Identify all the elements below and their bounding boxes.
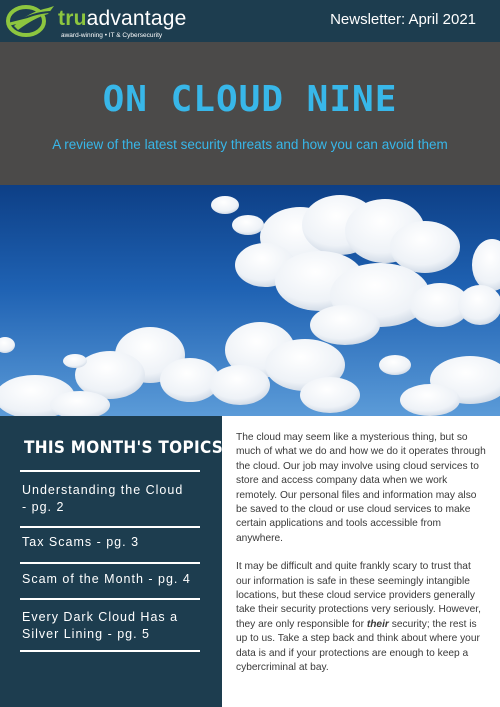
truadvantage-logo [4,4,187,39]
topics-heading: THIS MONTH'S TOPICS: [24,438,230,458]
logo-wordmark-suffix: advantage [86,7,187,30]
logo-swoosh-icon [4,4,56,38]
topic-item-understanding-cloud[interactable] [22,482,202,516]
article-paragraph-1: The cloud may seem like a mysterious thing, but so much of what we do and how we do it operates through the cloud. Our job may involve using cloud services to store and access company data when we work remotely. Our personal files and information may also be saved to the cloud or use cloud services to make certain applications and tools accessible from anywhere. [236,432,486,544]
logo-wordmark [58,7,186,31]
topic-item-scam-of-month[interactable] [22,571,202,588]
article-body [236,431,486,676]
cloud-sky-photo [0,185,500,416]
topic-divider [20,526,200,528]
topic-divider [20,650,200,652]
newsletter-subtitle: A review of the latest security threats and how you can avoid them [52,137,448,152]
article-paragraph-2-start: It may be difficult and quite frankly scary to trust that our information is safe in these seemingly intangible locations, but these cloud service providers generally take their security protections very seriously. However, they are only responsible for [236,561,481,630]
article-paragraph-2-end: security; the rest is up to us. Take a step back and think about where your data is and if your protections are enough to keep a cybercriminal at bay. [236,618,480,674]
topic-item-line: Understanding the Cloud [22,483,184,497]
topic-item-line: Tax Scams - pg. 3 [22,535,140,549]
article-emphasis: their [366,618,389,630]
topic-item-line: Silver Lining - pg. 5 [22,627,151,641]
topic-item-line: Every Dark Cloud Has a [22,610,179,624]
topic-item-line: Scam of the Month - pg. 4 [22,572,191,586]
topic-divider [20,598,200,600]
topic-divider [20,562,200,564]
topic-divider [20,470,200,472]
newsletter-title: ON CLOUD NINE [102,79,398,120]
topic-item-tax-scams[interactable] [22,534,202,551]
logo-wordmark-prefix: tru [58,7,87,30]
masthead-bar [0,0,500,42]
topic-item-dark-cloud[interactable] [22,609,202,643]
topic-item-line: - pg. 2 [22,500,65,514]
topics-sidebar [0,416,230,707]
newsletter-issue-date: Newsletter: April 2021 [330,11,476,28]
article-paragraph-2 [236,560,486,675]
logo-tagline: award-winning • IT & Cybersecurity [61,32,163,39]
